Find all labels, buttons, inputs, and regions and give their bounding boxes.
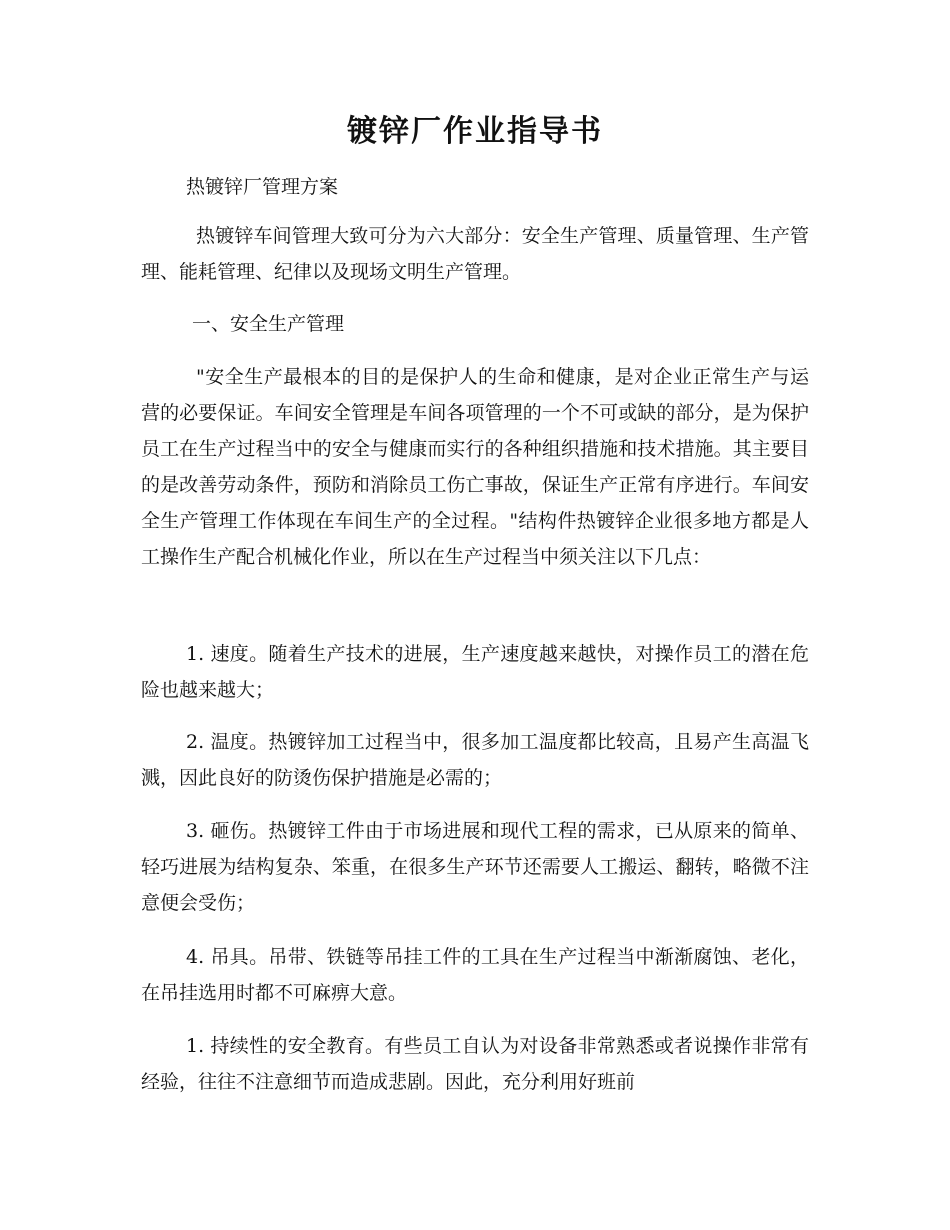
paragraph-subtitle: 热镀锌厂管理方案 [186,176,339,198]
paragraph-safety-body: "安全生产最根本的目的是保护人的生命和健康，是对企业正常生产与运营的必要保证。车间安全管理是车间各项管理的一个不可或缺的部分，是为保护员工在生产过程当中的安全与健康而实行的各种组织措施和技术措施。其主要目的是改善劳动条件，预防和消除员工伤亡事故，保证生产正常有序进行。车间安全生产管理工作体现在车间生产的全过程。"结构件热镀锌企业很多地方都是人工操作生产配合机械化作业，所以在生产过程当中须关注以下几点： [141,366,809,568]
paragraph-intro: 热镀锌车间管理大致可分为六大部分：安全生产管理、质量管理、生产管理、能耗管理、纪律以及现场文明生产管理。 [141,225,809,283]
list-item-speed: 1. 速度。随着生产技术的进展，生产速度越来越快，对操作员工的潜在危险也越来越大； [141,643,809,701]
section-heading-safety: 一、安全生产管理 [192,313,345,335]
list-item-rigging: 4. 吊具。吊带、铁链等吊挂工件的工具在生产过程当中渐渐腐蚀、老化，在吊挂选用时都不可麻痹大意。 [141,946,809,1004]
list-item-crush-injury: 3. 砸伤。热镀锌工件由于市场进展和现代工程的需求，已从原来的简单、轻巧进展为结构复杂、笨重，在很多生产环节还需要人工搬运、翻转，略微不注意便会受伤； [141,820,809,914]
document-title: 镀锌厂作业指导书 [347,114,603,149]
list-item-temperature: 2. 温度。热镀锌加工过程当中，很多加工温度都比较高，且易产生高温飞溅，因此良好的防烫伤保护措施是必需的； [141,731,809,789]
list-item-safety-education: 1. 持续性的安全教育。有些员工自认为对设备非常熟悉或者说操作非常有经验，往往不注意细节而造成悲剧。因此，充分利用好班前 [141,1035,809,1093]
